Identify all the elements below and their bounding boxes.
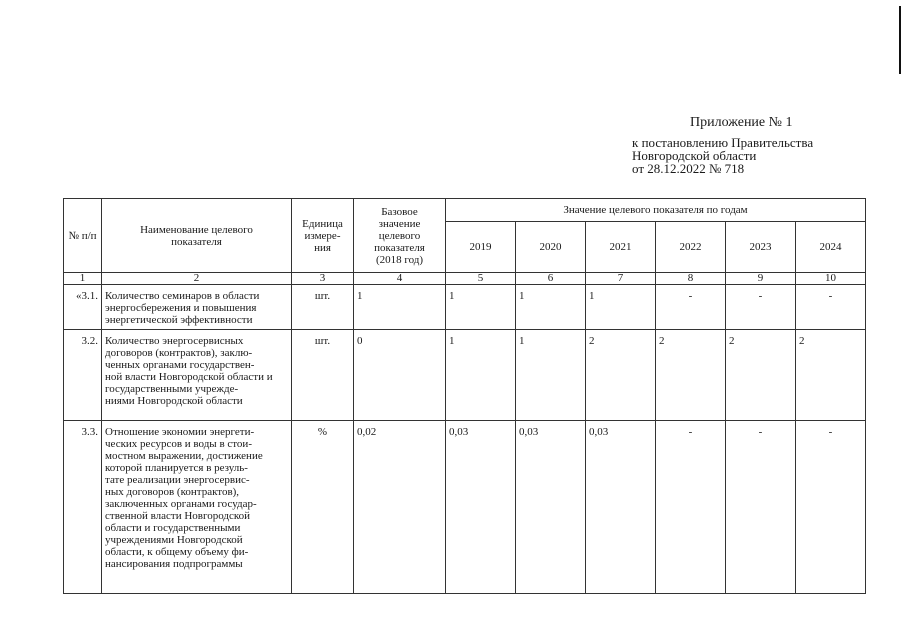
- unit-cell: шт.: [292, 330, 354, 421]
- table-row: [64, 330, 866, 421]
- value-2019: 1: [446, 330, 516, 421]
- column-number: 7: [586, 273, 656, 285]
- unit-cell: %: [292, 421, 354, 594]
- value-2024: 2: [796, 330, 866, 421]
- column-number: 2: [102, 273, 292, 285]
- indicator-name-line: заключенных органами государ-: [105, 498, 257, 510]
- indicator-name-line: договоров (контрактов), заклю-: [105, 347, 253, 359]
- column-number: 6: [516, 273, 586, 285]
- header-years-group-text: Значение целевого показателя по годам: [563, 204, 748, 216]
- indicator-name-line: ческих ресурсов и воды в стои-: [105, 438, 252, 450]
- value-2023: 2: [726, 330, 796, 421]
- header-year-2023: 2023: [726, 222, 796, 273]
- header-year-2024: 2024: [796, 222, 866, 273]
- indicator-name-line: учреждениями Новгородской: [105, 534, 243, 546]
- column-number: 1: [64, 273, 102, 285]
- column-number: 9: [726, 273, 796, 285]
- indicator-name-line: ченных органами государствен-: [105, 359, 255, 371]
- indicator-name-line: Количество семинаров в области: [105, 290, 260, 302]
- column-number: 3: [292, 273, 354, 285]
- indicator-name-line: ниями Новгородской области: [105, 395, 243, 407]
- header-num-text: № п/п: [68, 229, 97, 242]
- value-2020: 1: [516, 285, 586, 330]
- header-unit: [292, 199, 354, 273]
- indicator-name-line: тате реализации энергосервис-: [105, 474, 250, 486]
- indicator-name-line: энергосбережения и повышения: [105, 302, 257, 314]
- header-name: [102, 199, 292, 273]
- indicator-name-line: государственными учрежде-: [105, 383, 239, 395]
- value-2024: -: [796, 421, 866, 594]
- value-2023: -: [726, 285, 796, 330]
- indicator-name: [102, 285, 292, 330]
- indicator-name-line: нансирования подпрограммы: [105, 558, 243, 570]
- value-2019: 0,03: [446, 421, 516, 594]
- value-2021: 1: [586, 285, 656, 330]
- indicator-name-line: области и государственными: [105, 522, 241, 534]
- header-year-2021: 2021: [586, 222, 656, 273]
- appendix-line-3: от 28.12.2022 № 718: [632, 161, 745, 176]
- value-2021: 0,03: [586, 421, 656, 594]
- value-2024: -: [796, 285, 866, 330]
- indicator-name-line: мостном выражении, достижение: [105, 450, 263, 462]
- indicator-name-line: Отношение экономии энергети-: [105, 426, 255, 438]
- column-numbers-row: [64, 273, 866, 285]
- value-2022: -: [656, 421, 726, 594]
- header-name-text: Наименование целевого показателя: [140, 223, 253, 248]
- document-heading: [632, 115, 892, 175]
- column-number: 10: [796, 273, 866, 285]
- appendix-line-1: к постановлению Правительства: [632, 135, 814, 150]
- value-2022: -: [656, 285, 726, 330]
- value-2019: 1: [446, 285, 516, 330]
- unit-cell: шт.: [292, 285, 354, 330]
- column-number: 5: [446, 273, 516, 285]
- value-2020: 1: [516, 330, 586, 421]
- header-year-2022: 2022: [656, 222, 726, 273]
- indicator-name-line: ных договоров (контрактов),: [105, 486, 240, 498]
- indicator-name-line: области, к общему объему фи-: [105, 546, 249, 558]
- table-row: [64, 421, 866, 594]
- row-number: 3.2.: [64, 330, 102, 421]
- column-number: 8: [656, 273, 726, 285]
- row-number: 3.3.: [64, 421, 102, 594]
- header-years-group: [446, 199, 866, 222]
- indicator-name-line: ной власти Новгородской области и: [105, 371, 273, 383]
- indicator-name: [102, 421, 292, 594]
- indicator-name-line: Количество энергосервисных: [105, 335, 244, 347]
- header-base: [354, 199, 446, 273]
- value-2021: 2: [586, 330, 656, 421]
- header-num: [64, 199, 102, 273]
- value-2023: -: [726, 421, 796, 594]
- indicator-name-line: энергетической эффективности: [105, 314, 253, 326]
- header-base-text: Базовое значение целевого показателя (2018 год): [374, 205, 425, 266]
- header-year-2020: 2020: [516, 222, 586, 273]
- base-value-cell: 1: [354, 285, 446, 330]
- indicator-name-line: которой планируется в резуль-: [105, 462, 248, 474]
- value-2022: 2: [656, 330, 726, 421]
- column-number: 4: [354, 273, 446, 285]
- header-unit-text: Единица измере-ния: [302, 217, 343, 254]
- indicator-name-line: ственной власти Новгородской: [105, 510, 251, 522]
- base-value-cell: 0,02: [354, 421, 446, 594]
- indicator-table: [63, 198, 866, 594]
- indicator-name: [102, 330, 292, 421]
- row-number: «3.1.: [64, 285, 102, 330]
- appendix-title: Приложение № 1: [690, 115, 793, 130]
- appendix-line-2: Новгородской области: [632, 148, 757, 163]
- table-row: [64, 285, 866, 330]
- page-edge-line: [899, 6, 901, 74]
- header-year-2019: 2019: [446, 222, 516, 273]
- base-value-cell: 0: [354, 330, 446, 421]
- value-2020: 0,03: [516, 421, 586, 594]
